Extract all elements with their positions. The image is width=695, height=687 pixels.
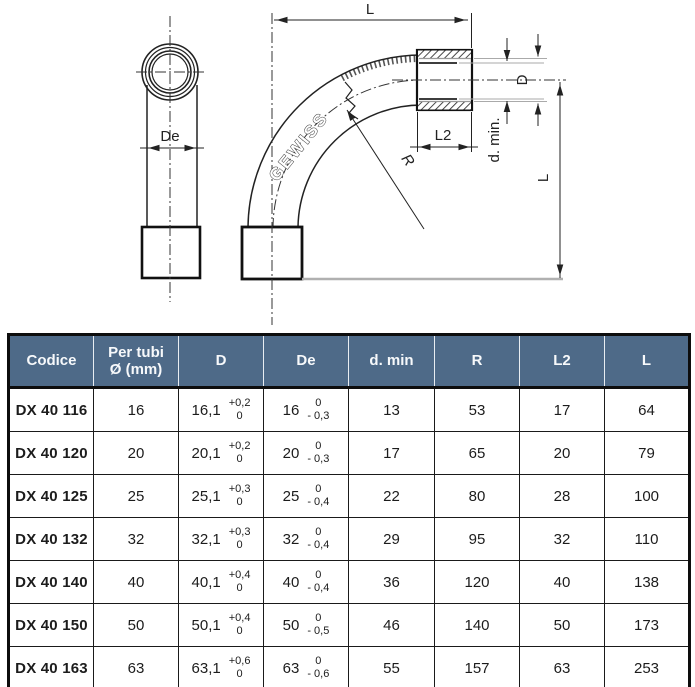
socket-hatch-top bbox=[418, 51, 471, 59]
cell-l: 253 bbox=[605, 647, 690, 687]
cell-de: 40 0 - 0,4 bbox=[264, 561, 349, 604]
brand-logo-text: GEWISS bbox=[265, 108, 333, 185]
cell-per-tubi: 20 bbox=[94, 432, 179, 475]
cell-l2: 50 bbox=[520, 604, 605, 647]
table-row bbox=[9, 561, 690, 604]
header-cell bbox=[349, 335, 435, 388]
cell-per-tubi: 16 bbox=[94, 388, 179, 432]
cell-r: 95 bbox=[435, 518, 520, 561]
cell-codice: DX 40 125 bbox=[9, 475, 94, 518]
product-table-wrap bbox=[7, 333, 691, 687]
table-row bbox=[9, 432, 690, 475]
header-cell bbox=[9, 335, 94, 388]
header-cell bbox=[605, 335, 690, 388]
cell-l: 110 bbox=[605, 518, 690, 561]
technical-drawing bbox=[0, 0, 695, 333]
header-l2: L2 bbox=[553, 352, 571, 370]
table-row bbox=[9, 647, 690, 687]
cell-r: 157 bbox=[435, 647, 520, 687]
table-body bbox=[9, 388, 690, 687]
header-cell bbox=[435, 335, 520, 388]
cell-d: 25,1 +0,3 0 bbox=[179, 475, 264, 518]
cell-l2: 28 bbox=[520, 475, 605, 518]
table-row bbox=[9, 475, 690, 518]
cell-per-tubi: 25 bbox=[94, 475, 179, 518]
cell-dmin: 55 bbox=[349, 647, 435, 687]
table-header bbox=[9, 335, 690, 388]
cell-codice: DX 40 150 bbox=[9, 604, 94, 647]
cell-codice: DX 40 163 bbox=[9, 647, 94, 687]
cell-per-tubi: 32 bbox=[94, 518, 179, 561]
cell-d: 16,1 +0,2 0 bbox=[179, 388, 264, 432]
r-radius-line bbox=[347, 110, 424, 229]
cell-l: 100 bbox=[605, 475, 690, 518]
header-cell bbox=[520, 335, 605, 388]
cell-dmin: 17 bbox=[349, 432, 435, 475]
l-top-dimension-label: L bbox=[365, 1, 375, 18]
cell-codice: DX 40 140 bbox=[9, 561, 94, 604]
l2-dimension-label: L2 bbox=[434, 127, 452, 144]
cell-d: 40,1 +0,4 0 bbox=[179, 561, 264, 604]
cell-r: 53 bbox=[435, 388, 520, 432]
header-cell bbox=[179, 335, 264, 388]
cell-r: 65 bbox=[435, 432, 520, 475]
front-socket bbox=[142, 227, 200, 278]
header-de: De bbox=[296, 352, 316, 370]
l-side-dimension-label: L bbox=[535, 173, 552, 183]
cell-de: 16 0 - 0,3 bbox=[264, 388, 349, 432]
socket-hatch-bottom bbox=[418, 102, 471, 110]
header-dmin: d. min bbox=[369, 352, 414, 370]
header-cell bbox=[264, 335, 349, 388]
cell-r: 140 bbox=[435, 604, 520, 647]
cell-l2: 17 bbox=[520, 388, 605, 432]
cell-per-tubi: 63 bbox=[94, 647, 179, 687]
product-table bbox=[7, 333, 691, 687]
cell-de: 50 0 - 0,5 bbox=[264, 604, 349, 647]
cell-de: 25 0 - 0,4 bbox=[264, 475, 349, 518]
dmin-dimension-label: d. min. bbox=[486, 117, 503, 163]
cell-dmin: 29 bbox=[349, 518, 435, 561]
cell-per-tubi: 50 bbox=[94, 604, 179, 647]
cell-de: 32 0 - 0,4 bbox=[264, 518, 349, 561]
cell-dmin: 36 bbox=[349, 561, 435, 604]
cell-l2: 32 bbox=[520, 518, 605, 561]
table-row bbox=[9, 518, 690, 561]
cell-l: 173 bbox=[605, 604, 690, 647]
cell-l: 138 bbox=[605, 561, 690, 604]
cell-de: 63 0 - 0,6 bbox=[264, 647, 349, 687]
header-cell bbox=[94, 335, 179, 388]
header-codice: Codice bbox=[26, 352, 77, 370]
table-row bbox=[9, 388, 690, 432]
cell-d: 50,1 +0,4 0 bbox=[179, 604, 264, 647]
bend-bottom-socket bbox=[242, 227, 302, 279]
header-d: D bbox=[215, 352, 227, 370]
cell-d: 32,1 +0,3 0 bbox=[179, 518, 264, 561]
header-per-tubi-line2: Ø (mm) bbox=[109, 361, 163, 378]
header-l: L bbox=[641, 352, 652, 370]
cell-l2: 40 bbox=[520, 561, 605, 604]
cell-dmin: 22 bbox=[349, 475, 435, 518]
cell-d: 20,1 +0,2 0 bbox=[179, 432, 264, 475]
cell-codice: DX 40 132 bbox=[9, 518, 94, 561]
header-per-tubi-line1: Per tubi bbox=[108, 343, 164, 361]
cell-codice: DX 40 116 bbox=[9, 388, 94, 432]
r-dimension-label: R bbox=[397, 151, 418, 170]
de-dimension-label: De bbox=[160, 128, 180, 145]
cell-l2: 63 bbox=[520, 647, 605, 687]
cell-l2: 20 bbox=[520, 432, 605, 475]
cell-l: 79 bbox=[605, 432, 690, 475]
front-view bbox=[136, 16, 204, 302]
cell-per-tubi: 40 bbox=[94, 561, 179, 604]
header-r: R bbox=[471, 352, 483, 370]
cell-d: 63,1 +0,6 0 bbox=[179, 647, 264, 687]
cell-codice: DX 40 120 bbox=[9, 432, 94, 475]
cell-r: 80 bbox=[435, 475, 520, 518]
table-row bbox=[9, 604, 690, 647]
cell-dmin: 46 bbox=[349, 604, 435, 647]
d-dimension-label: D bbox=[514, 74, 531, 86]
cell-l: 64 bbox=[605, 388, 690, 432]
cell-de: 20 0 - 0,3 bbox=[264, 432, 349, 475]
cell-r: 120 bbox=[435, 561, 520, 604]
cell-dmin: 13 bbox=[349, 388, 435, 432]
